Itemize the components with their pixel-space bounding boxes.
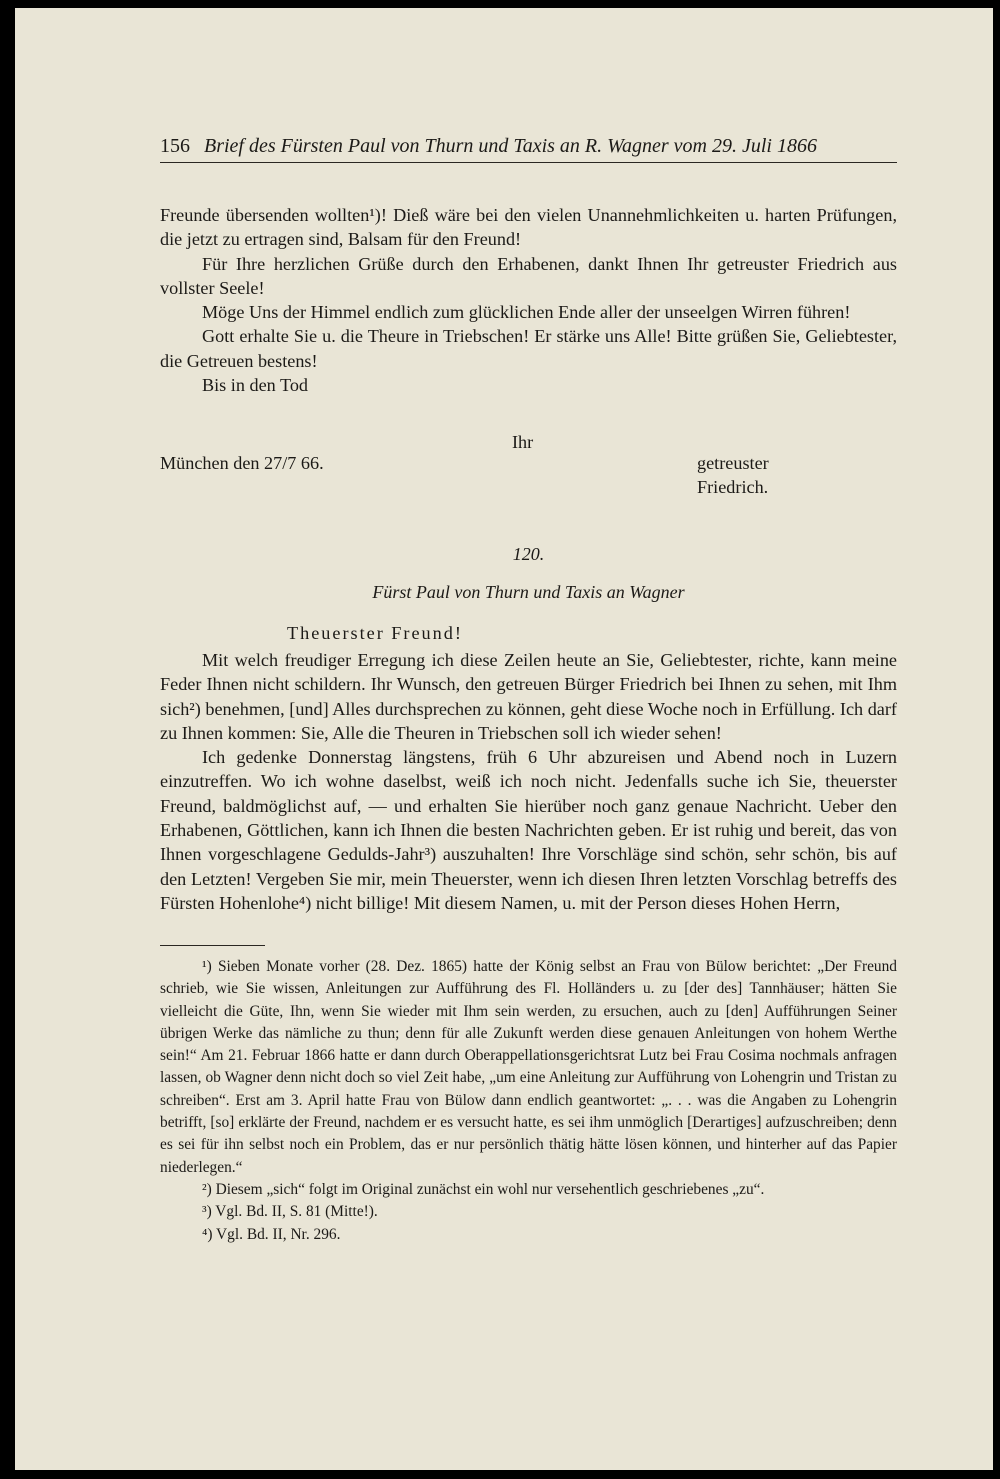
footnotes <box>160 956 897 1246</box>
paragraph: Für Ihre herzlichen Grüße durch den Erhabenen, dankt Ihnen Ihr getreuster Friedrich aus vollster Seele! <box>160 253 897 298</box>
running-title: Brief des Fürsten Paul von Thurn und Taxis an R. Wagner vom 29. Juli 1866 <box>204 135 817 157</box>
previous-letter-text <box>160 203 897 397</box>
book-page <box>15 8 993 1470</box>
footnote-3: ³) Vgl. Bd. II, S. 81 (Mitte!). <box>202 1203 378 1221</box>
paragraph: Gott erhalte Sie u. die Theure in Triebschen! Er stärke uns Alle! Bitte grüßen Sie, Geliebtester, die Getreuen bestens! <box>160 326 897 371</box>
paragraph: Möge Uns der Himmel endlich zum glücklichen Ende aller der unseelgen Wirren führen! <box>202 302 851 323</box>
salutation: Theuerster Freund! <box>287 623 463 643</box>
closing-line: Bis in den Tod <box>202 375 309 396</box>
footnote-1: ¹) Sieben Monate vorher (28. Dez. 1865) hatte der König selbst an Frau von Bülow berichtet: „Der Freund schrieb, wie Sie wissen, Anleitungen zur Aufführung des Fl. Holländers u. zu [der des] Tannhäuser; hätten Sie vielleicht die Güte, Ihn, wenn Sie wieder mit Ihm sein werden, zu ersuchen, auch zu [den] Aufführungen Seiner übrigen Werke das nämliche zu thun; denn für alle Zukunft werden diese genauen Anleitungen von hohem Werthe sein!“ Am 21. Februar 1866 hatte er dann durch Oberappellationsgerichtsrat Lutz bei Frau Cosima nochmals anfragen lassen, ob Wagner denn nicht doch so viel Zeit habe, „um eine Anleitung zur Aufführung von Lohengrin und Tristan zu schreiben“. Erst am 3. April hatte Frau von Bülow dann endlich geantwortet: „. . . was die Angaben zu Lohengrin betrifft, [so] erklärte der Freund, nachdem er es versucht hatte, es sei ihm unmöglich [Derartiges] aufzuschreiben; denn es sei für ihn selbst noch ein Problem, das er nur persönlich thätig hätte lösen können, und hinterher auf das Papier niederlegen.“ <box>160 958 897 1176</box>
paragraph: Ich gedenke Donnerstag längstens, früh 6 Uhr abzureisen und Abend noch in Luzern einzutreffen. Wo ich wohne daselbst, weiß ich noch nicht. Jedenfalls suche ich Sie, theuerster Freund, baldmöglichst auf, — und erhalten Sie hierüber noch ganz genaue Nachricht. Ueber den Erhabenen, Göttlichen, kann ich Ihnen die besten Nachrichten geben. Er ist ruhig und bereit, das von Ihnen vorgeschlagene Gedulds-Jahr³) auszuhalten! Ihre Vorschläge sind schön, sehr schön, bis auf den Letzten! Vergeben Sie mir, mein Theuerster, wenn ich diesen Ihren letzten Vorschlag betreffs des Fürsten Hohenlohe⁴) nicht billige! Mit diesem Namen, u. mit der Person dieses Hohen Herrn, <box>160 747 897 913</box>
footnote-4: ⁴) Vgl. Bd. II, Nr. 296. <box>202 1225 341 1243</box>
closing-ihr: Ihr <box>512 432 534 452</box>
place-date: München den 27/7 66. <box>160 453 324 473</box>
paragraph: Freunde übersenden wollten¹)! Dieß wäre bei den vielen Unannehmlichkeiten u. harten Prüfungen, die jetzt zu ertragen sind, Balsam für den Freund! <box>160 205 897 250</box>
paragraph: Mit welch freudiger Erregung ich diese Zeilen heute an Sie, Geliebtester, richte, kann meine Feder Ihnen nicht schildern. Ihr Wunsch, den getreuen Bürger Friedrich bei Ihnen zu sehen, mit Ihm sich²) benehmen, [und] Alles durchsprechen zu können, geht diese Woche noch in Erfüllung. Ich darf zu Ihnen kommen: Sie, Alle die Theuren in Triebschen soll ich wieder sehen! <box>160 650 897 743</box>
signature-line-2: Friedrich. <box>697 477 769 497</box>
running-header <box>160 132 897 163</box>
footnote-2: ²) Diesem „sich“ folgt im Original zunächst ein wohl nur versehentlich geschriebenes „zu“. <box>202 1180 765 1198</box>
footnote-separator <box>160 945 265 946</box>
signature-line-1: getreuster <box>697 453 769 473</box>
letter-title: Fürst Paul von Thurn und Taxis an Wagner <box>372 582 685 602</box>
letter-body <box>160 648 897 915</box>
page-number: 156 <box>160 135 190 157</box>
letter-number: 120. <box>512 544 545 564</box>
